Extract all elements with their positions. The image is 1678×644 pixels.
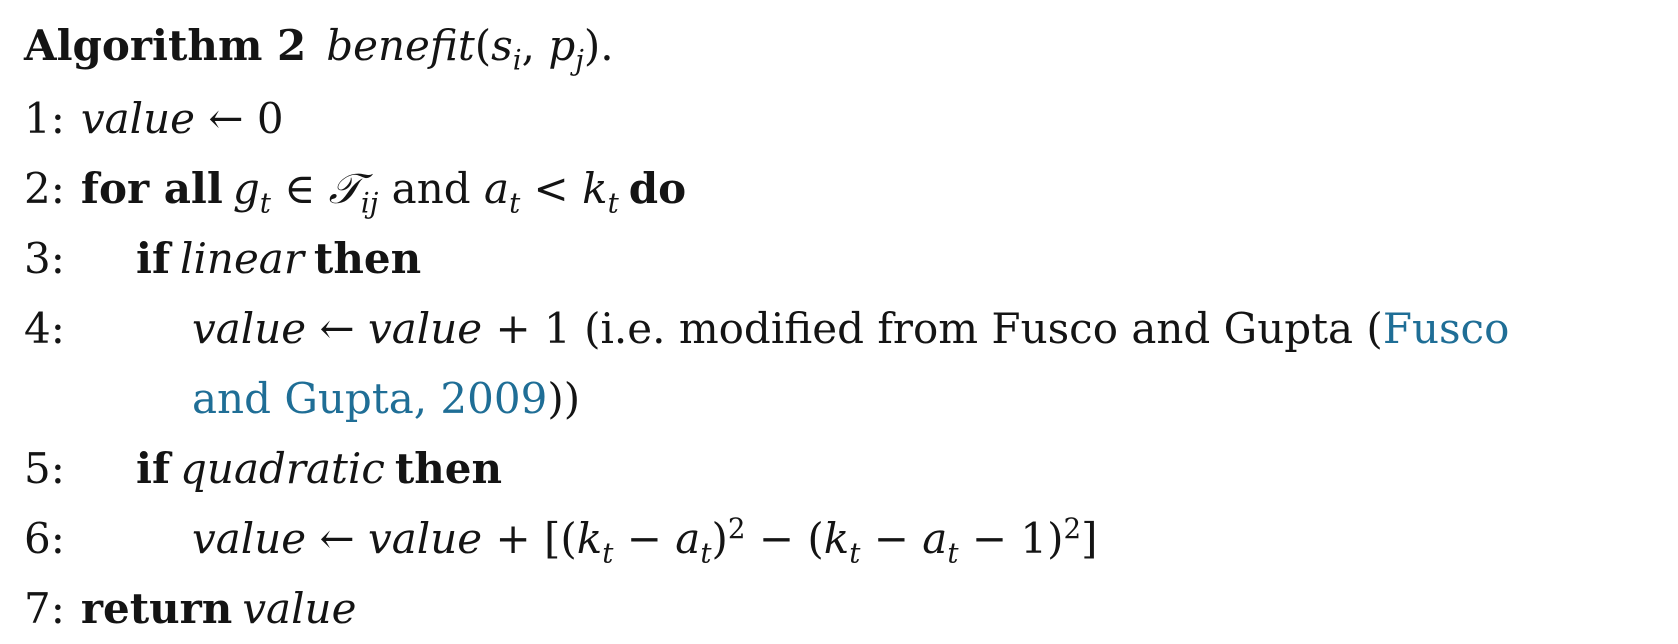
cond-quadratic: quadratic [180,444,385,493]
algo-line-5 [24,434,1664,504]
bracket-close: ] [1081,514,1098,563]
cond-linear: linear [180,234,304,283]
var-a-sub: t [700,536,712,570]
return-value: value [242,584,357,633]
var-a-sub: t [509,186,521,220]
line-number: 2: [24,164,65,213]
keyword-return: return [80,584,233,633]
exponent: 2 [727,511,746,545]
minus: − [613,514,676,563]
assign-zero: ← 0 [194,94,284,143]
algo-line-1 [24,84,1664,154]
var-g-sub: t [259,186,271,220]
keyword-do: do [628,164,687,213]
algo-line-6 [24,504,1664,574]
arg1: s [491,21,513,70]
lhs-value: value [192,304,307,353]
var-a: a [675,514,701,563]
rhs-value: value [368,514,483,563]
line-3-body [136,224,421,294]
var-k: k [823,514,850,563]
var-a: a [484,164,510,213]
algorithm-title [24,8,1664,84]
var-k: k [582,164,608,213]
algo-line-4 [24,294,1664,364]
plus-open: + [( [482,514,577,563]
var-a-sub: t [947,536,959,570]
assign-arrow: ← [306,514,369,563]
minus-one: − 1) [958,514,1064,563]
paren-close: ) [711,514,728,563]
citation-link[interactable]: and Gupta, 2009 [192,374,548,423]
algo-line-4-continuation [24,364,1664,434]
var-a: a [922,514,948,563]
line-number: 6: [24,514,65,563]
algo-line-7 [24,574,1664,644]
keyword-then: then [313,234,422,283]
and-text: and [378,164,485,213]
var-k-sub: t [607,186,619,220]
keyword-for-all: for all [80,164,223,213]
line-number: 4: [24,304,65,353]
minus: − [860,514,923,563]
keyword-if: if [136,234,171,283]
minus-open: − ( [745,514,824,563]
line-5-body [136,434,502,504]
line-number: 3: [24,234,65,283]
arg2-sub: j [575,43,584,77]
arg1-sub: i [512,43,522,77]
line-number: 1: [24,94,65,143]
comma: , [521,21,549,70]
var-k-sub: t [602,536,614,570]
line-4-text: + 1 (i.e. modified from Fusco and Gupta ( [482,304,1383,353]
set-T-sub: ij [360,186,379,220]
var-k: k [576,514,603,563]
line-6-body [192,504,1098,574]
algorithm-block [24,8,1664,644]
title-end: ). [583,21,614,70]
keyword-if: if [136,444,171,493]
value-var: value [80,94,195,143]
less-than: < [520,164,583,213]
rhs-value: value [368,304,483,353]
lhs-value: value [192,514,307,563]
arg2: p [548,21,576,70]
var-g: g [232,164,260,213]
element-of: ∈ [270,164,329,213]
keyword-then: then [394,444,503,493]
exponent: 2 [1063,511,1082,545]
algo-line-2 [24,154,1664,224]
paren-open: ( [474,21,492,70]
line-4-end: )) [547,374,581,423]
line-number: 7: [24,584,65,633]
algorithm-label: Algorithm 2 [24,21,307,70]
line-4-body [192,294,1509,364]
set-T: 𝒯 [328,164,361,213]
function-name: benefit [326,21,475,70]
citation-link[interactable]: Fusco [1382,304,1510,353]
var-k-sub: t [849,536,861,570]
algo-line-3 [24,224,1664,294]
assign-arrow: ← [306,304,369,353]
line-number: 5: [24,444,65,493]
